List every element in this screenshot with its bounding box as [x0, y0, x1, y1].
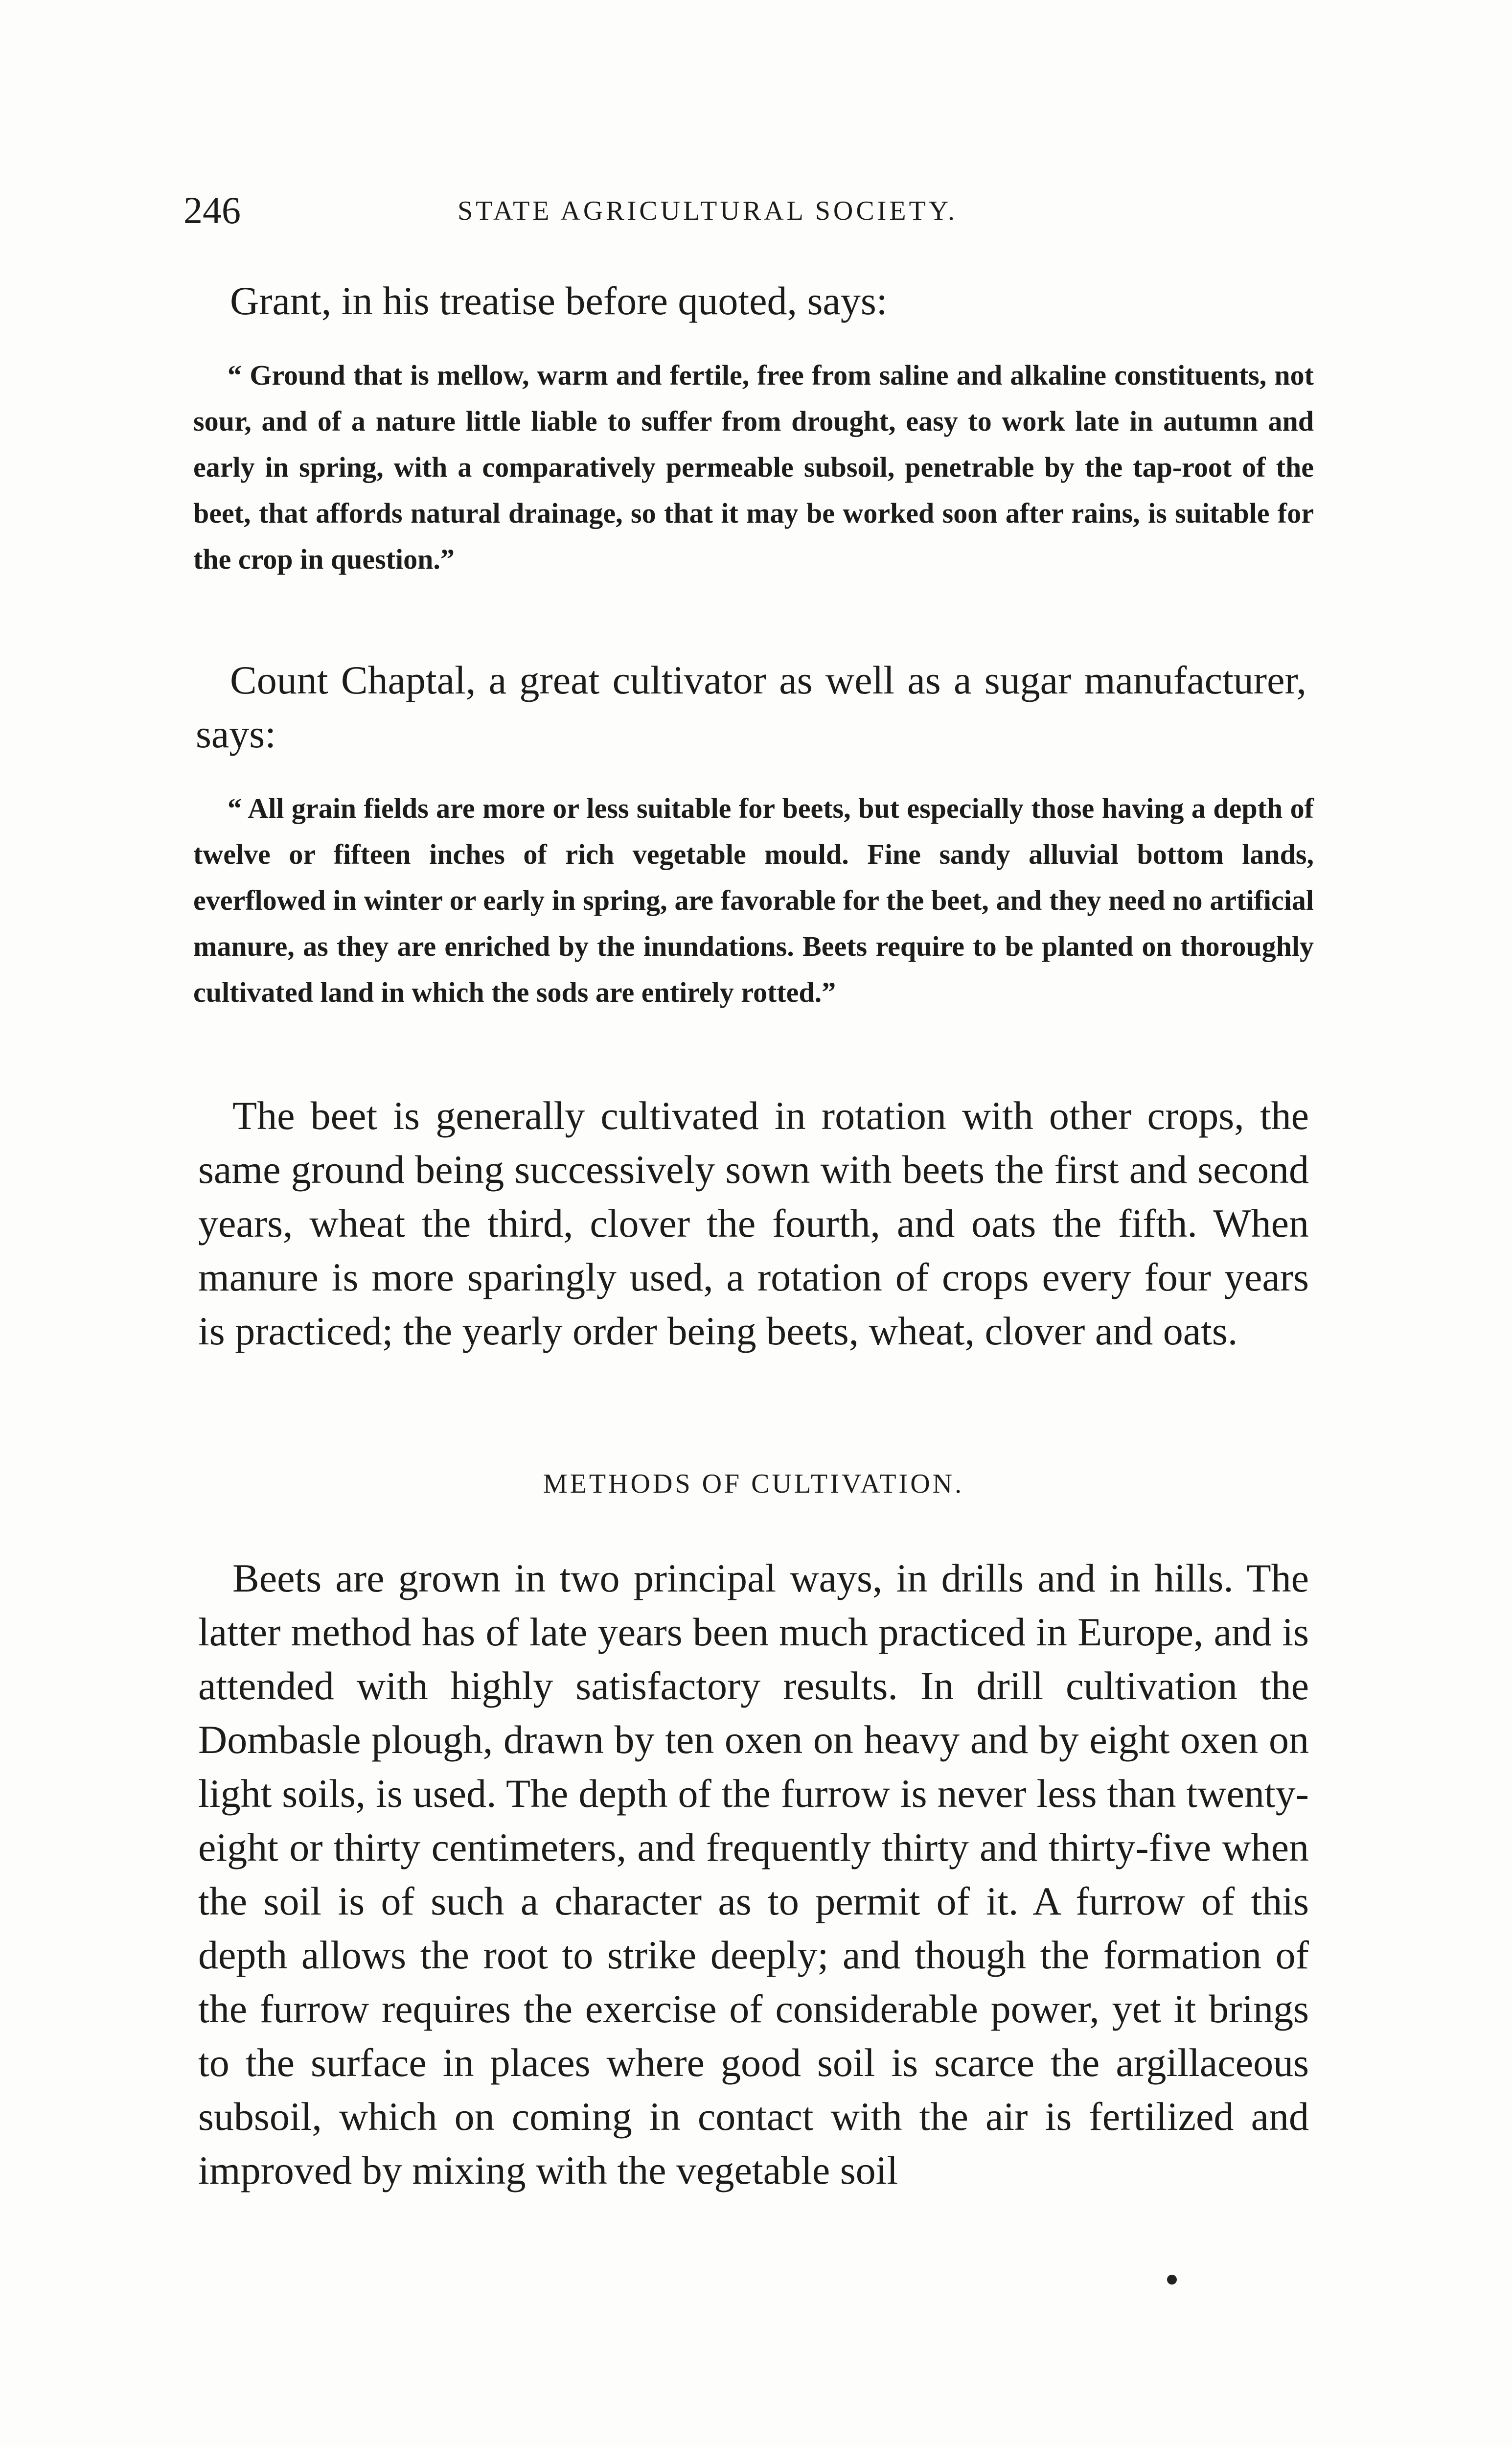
- rotation-paragraph: The beet is generally cultivated in rotation with other crops, the same ground being successively sown with beets the first and second years, wheat the third, clover the fourth, and oats the fifth. When manure is more sparingly used, a rotation of crops every four years is practiced; the yearly order being beets, wheat, clover and oats.: [198, 1093, 1309, 1353]
- page-number: 246: [183, 189, 241, 231]
- methods-paragraph: Beets are grown in two principal ways, in drills and in hills. The latter method has of late years been much practiced in Europe, and is attended with highly satisfactory results. In drill cultivation the Dombasle plough, drawn by ten oxen on heavy and by eight oxen on light soils, is used. The depth of the furrow is never less than twenty-eight or thirty centimeters, and frequently thirty and thirty-five when the soil is of such a character as to permit of it. A furrow of this depth allows the root to strike deeply; and though the formation of the furrow requires the exercise of considerable power, yet it brings to the surface in places where good soil is scarce the argillaceous subsoil, which on coming in contact with the air is fertilized and improved by mixing with the vegetable soil: [198, 1556, 1309, 2193]
- quote-grant: “ Ground that is mellow, warm and fertile, free from saline and alkaline constituents, not sour, and of a nature little liable to suffer from drought, easy to work late in autumn and early in spring, with a comparatively permeable subsoil, penetrable by the tap-root of the beet, that affords natural drainage, so that it may be worked soon after rains, is suitable for the crop in question.”: [193, 359, 1314, 575]
- ink-dot-mark: [1167, 2275, 1177, 2285]
- section-heading: METHODS OF CULTIVATION.: [543, 1469, 964, 1499]
- intro-grant: Grant, in his treatise before quoted, says:: [230, 278, 888, 323]
- intro-chaptal: Count Chaptal, a great cultivator as well as a sugar manufacturer, says:: [196, 658, 1306, 756]
- running-head-title: STATE AGRICULTURAL SOCIETY.: [458, 196, 958, 226]
- running-head: [183, 188, 1319, 237]
- quote-chaptal: “ All grain fields are more or less suitable for beets, but especially those having a depth of twelve or fifteen inches of rich vegetable mould. Fine sandy alluvial bottom lands, everflowed in winter or early in spring, are favorable for the beet, and they need no artificial manure, as they are enriched by the inundations. Beets require to be planted on thoroughly cultivated land in which the sods are entirely rotted.”: [193, 792, 1314, 1008]
